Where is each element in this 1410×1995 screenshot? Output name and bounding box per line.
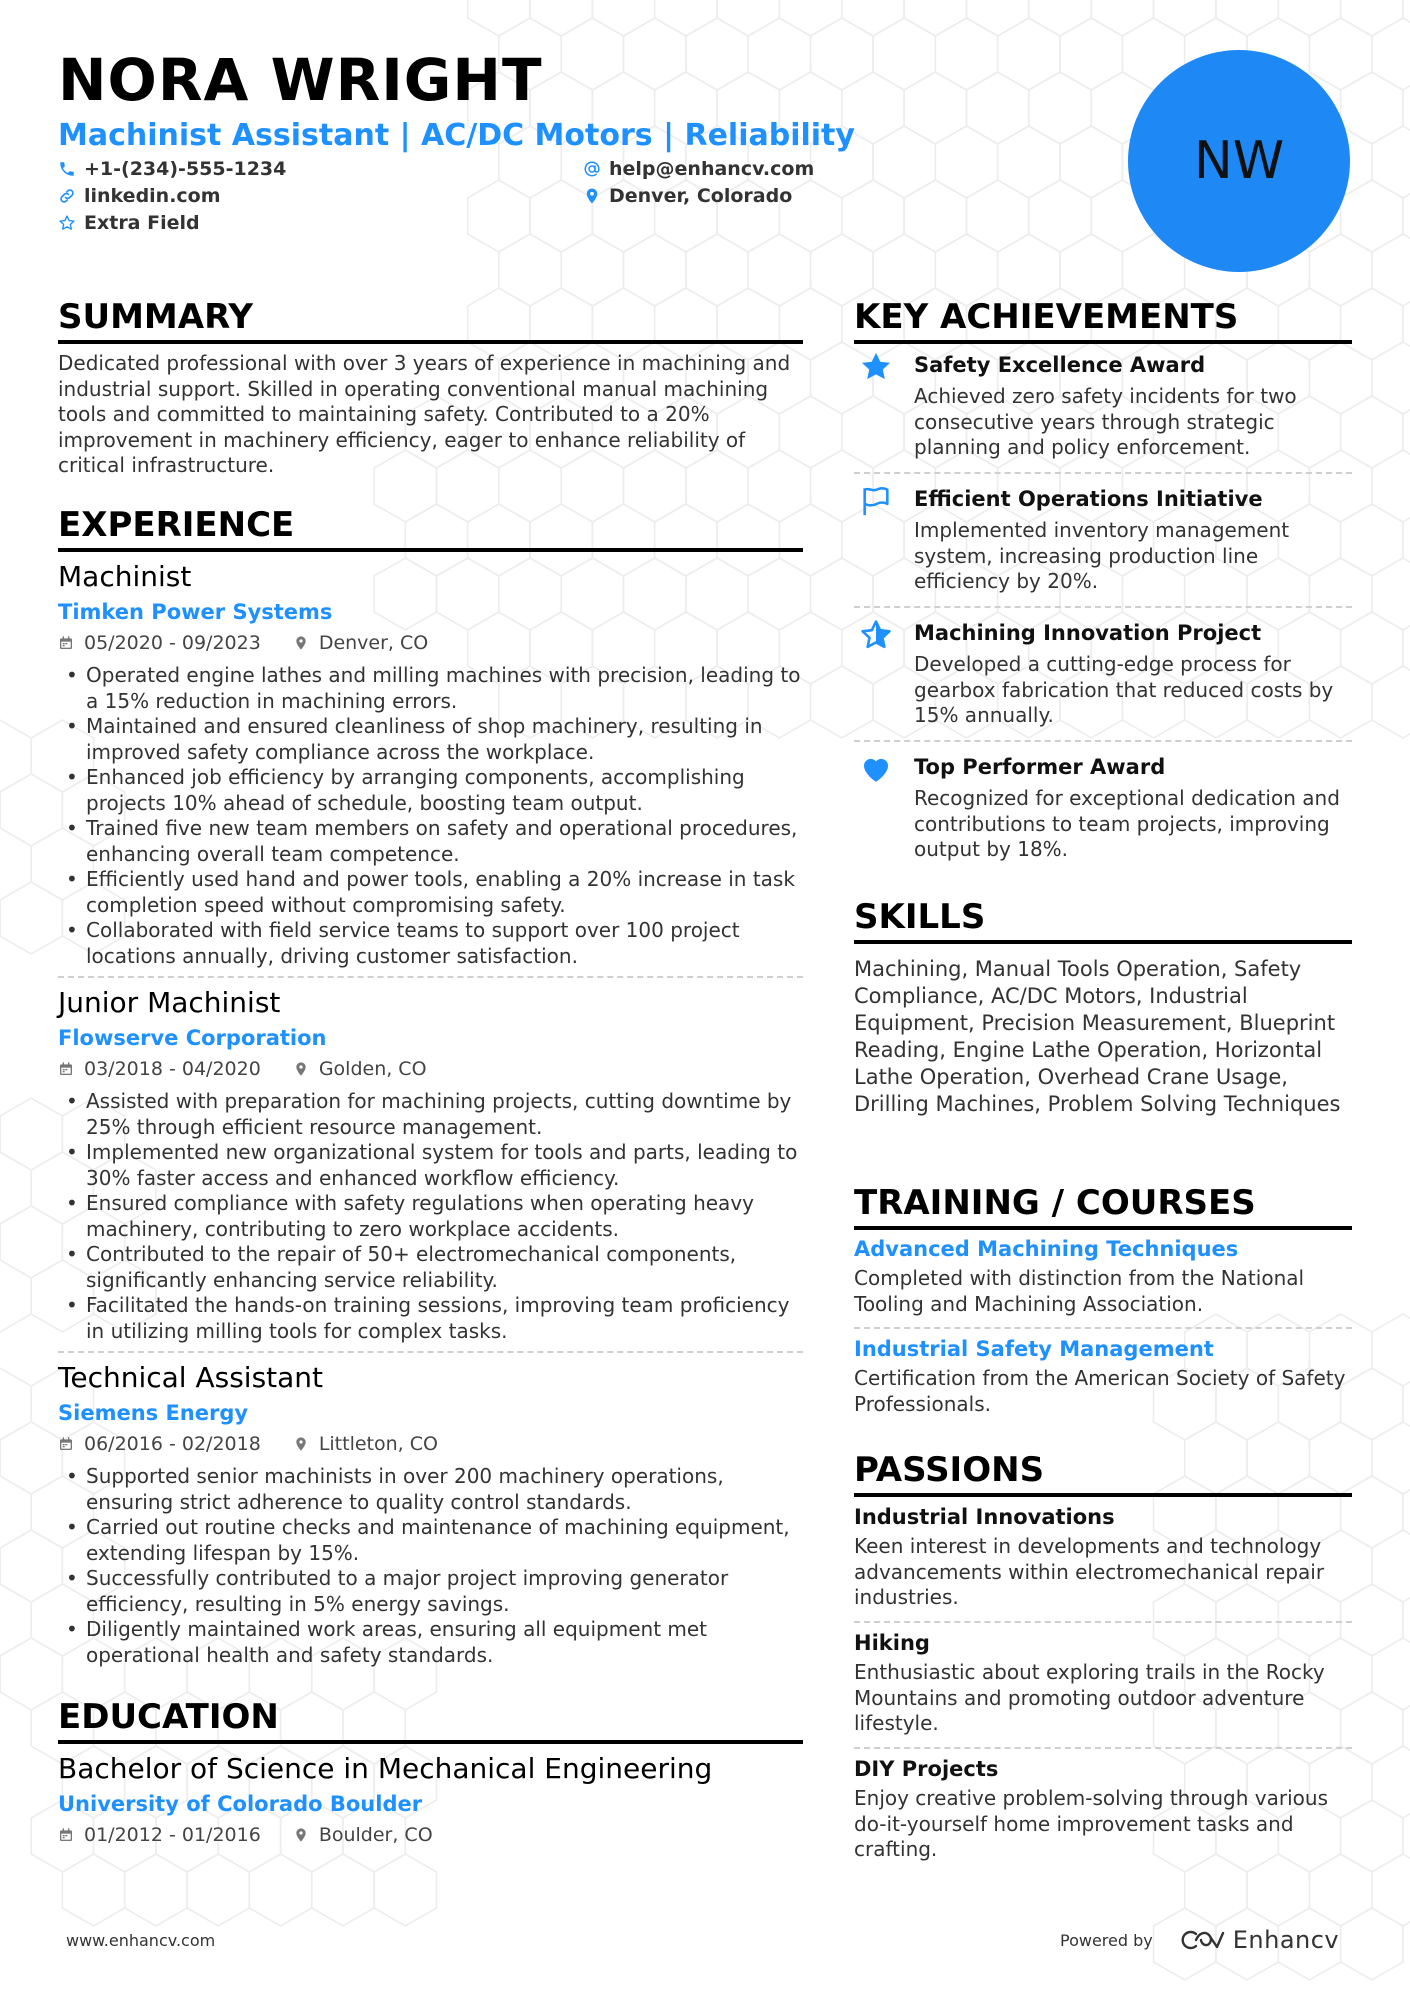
hexagon-decoration [0,1098,62,1170]
hexagon-decoration [935,126,997,198]
powered-by-text: Powered by [1060,1930,1153,1950]
hexagon-decoration [1060,18,1122,90]
education-heading: EDUCATION [58,1696,803,1744]
hexagon-decoration [935,18,997,90]
star-outline-icon [858,618,894,652]
divider [854,606,1352,608]
job-bullet: • Trained five new team members on safety and operational procedures, enhancing overall team competence. [58,816,803,867]
contact-location [583,183,792,209]
hexagon-decoration [686,18,748,90]
hexagon-decoration [904,0,966,36]
hexagon-decoration [468,180,530,252]
hexagon-decoration [592,0,654,36]
divider [854,1747,1352,1749]
at-icon [583,160,601,178]
hexagon-decoration [249,1854,311,1926]
divider [58,1351,803,1353]
company-name[interactable]: Flowserve Corporation [58,1026,327,1050]
job-meta [58,1055,803,1083]
footer-branding[interactable] [1060,1926,1339,1954]
passion-desc: Enjoy creative problem-solving through various do-it-yourself home improvement tasks and crafting. [854,1786,1328,1861]
hexagon-decoration [655,0,717,36]
hexagon-decoration [967,72,1029,144]
divider [854,1327,1352,1329]
hexagon-decoration [374,1854,436,1926]
divider [854,740,1352,742]
summary-heading: SUMMARY [58,296,803,344]
hexagon-decoration [717,0,779,36]
company-name[interactable]: Siemens Energy [58,1401,249,1425]
education-location: Boulder, CO [318,1824,433,1846]
hexagon-decoration [1372,1854,1410,1926]
hexagon-decoration [312,1854,374,1926]
job-dates: 06/2016 - 02/2018 [84,1433,261,1455]
achievement-desc: Developed a cutting-edge process for gearbox fabrication that reduced costs by 15% annually. [914,652,1334,727]
hexagon-decoration [1185,1854,1247,1926]
job-bullets [58,1089,803,1344]
job-bullet: • Assisted with preparation for machining projects, cutting downtime by 25% through efficient resource management. [58,1089,803,1140]
flag-icon [858,484,894,518]
experience-item [58,559,803,969]
training-item [854,1234,1352,1317]
contact-phone[interactable] [58,156,286,182]
summary-text: Dedicated professional with over 3 years of experience in machining and industrial support. Skilled in operating conventional manual machining tools and committed to maintaining safety. Contributed to a 20% improvement in machinery efficiency, eager to enhance reliability of critical infrastructure. [58,351,791,477]
hexagon-decoration [1372,342,1410,414]
hexagon-decoration [1372,558,1410,630]
hexagon-decoration [1029,0,1091,36]
hexagon-decoration [748,18,810,90]
hexagon-decoration [1247,1854,1309,1926]
hexagon-decoration [998,18,1060,90]
calendar-icon [58,1436,74,1452]
course-title[interactable]: Industrial Safety Management [854,1337,1214,1361]
hexagon-decoration [0,1260,31,1332]
avatar [1128,50,1350,272]
enhancv-logo-icon [1179,1927,1225,1953]
footer-website[interactable]: www.enhancv.com [66,1931,216,1950]
passion-item [854,1628,1352,1737]
divider [58,976,803,978]
hexagon-decoration [967,180,1029,252]
achievement-desc: Recognized for exceptional dedication and contributions to team projects, improving output by 18%. [914,786,1340,861]
candidate-headline: Machinist Assistant | AC/DC Motors | Reliability [58,118,855,153]
job-bullet: • Successfully contributed to a major project improving generator efficiency, resulting in 5% energy savings. [58,1566,803,1617]
hexagon-decoration [0,1638,62,1710]
job-dates: 05/2020 - 09/2023 [84,632,261,654]
hexagon-decoration [873,18,935,90]
job-bullet: • Supported senior machinists in over 200 machinery operations, ensuring strict adherence to quality control standards. [58,1464,803,1515]
achievement-desc: Achieved zero safety incidents for two consecutive years through strategic planning and policy enforcement. [914,384,1297,459]
school-name[interactable]: University of Colorado Boulder [58,1792,423,1816]
hexagon-decoration [904,72,966,144]
passion-title: Industrial Innovations [854,1505,1115,1529]
passion-desc: Enthusiastic about exploring trails in the Rocky Mountains and promoting outdoor adventure lifestyle. [854,1660,1325,1735]
job-bullet: • Contributed to the repair of 50+ electromechanical components, significantly enhancing service reliability. [58,1242,803,1293]
hexagon-decoration [873,126,935,198]
hexagon-decoration [561,18,623,90]
calendar-icon [58,1061,74,1077]
hexagon-decoration [1341,72,1403,144]
location-pin-icon [293,635,309,651]
hexagon-decoration [0,1152,31,1224]
extra-field-text: Extra Field [84,212,200,234]
job-bullet: • Maintained and ensured cleanliness of shop machinery, resulting in improved safety compliance across the workplace. [58,714,803,765]
hexagon-decoration [0,1476,31,1548]
avatar-initials: NW [1193,131,1285,191]
training-heading: TRAINING / COURSES [854,1182,1352,1230]
job-bullets [58,1464,803,1668]
hexagon-decoration [904,180,966,252]
achievement-title: Top Performer Award [914,755,1166,779]
hexagon-decoration [0,1530,62,1602]
job-meta [58,1430,803,1458]
hexagon-decoration [0,828,31,900]
hexagon-decoration [1154,0,1216,36]
experience-heading: EXPERIENCE [58,504,803,552]
hexagon-decoration [1372,126,1410,198]
star-icon [858,350,894,384]
experience-item [58,985,803,1344]
job-meta [58,629,803,657]
location-pin-icon [583,187,601,205]
star-outline-icon [58,214,76,232]
achievement-desc: Implemented inventory management system, increasing production line efficiency by 20%. [914,518,1290,593]
phone-icon [58,160,76,178]
email-text: help@enhancv.com [609,158,815,180]
hexagon-decoration [1372,450,1410,522]
degree-title: Bachelor of Science in Mechanical Engineering [58,1752,713,1785]
hexagon-decoration [1060,126,1122,198]
achievement-title: Safety Excellence Award [914,353,1206,377]
contact-email[interactable] [583,156,814,182]
job-dates: 03/2018 - 04/2020 [84,1058,261,1080]
passion-desc: Keen interest in developments and technology advancements within electromechanical repair industries. [854,1534,1325,1609]
hexagon-decoration [62,1854,124,1926]
hexagon-decoration [967,0,1029,36]
hexagon-decoration [0,1206,62,1278]
heart-icon [858,752,894,786]
hexagon-decoration [1372,1746,1410,1818]
job-bullet: • Carried out routine checks and maintenance of machining equipment, extending lifespan by 15%. [58,1515,803,1566]
job-location: Littleton, CO [318,1433,438,1455]
skills-heading: SKILLS [854,896,1352,944]
location-pin-icon [293,1436,309,1452]
hexagon-decoration [125,1854,187,1926]
passion-title: DIY Projects [854,1757,999,1781]
hexagon-decoration [0,1422,62,1494]
hexagon-decoration [1341,180,1403,252]
job-location: Golden, CO [318,1058,427,1080]
divider [854,1621,1352,1623]
hexagon-decoration [1309,18,1371,90]
hexagon-decoration [0,720,31,792]
hexagon-decoration [624,18,686,90]
passion-item [854,1754,1352,1863]
experience-item [58,1360,803,1668]
achievement-title: Machining Innovation Project [914,621,1262,645]
hexagon-decoration [1372,18,1410,90]
hexagon-decoration [998,126,1060,198]
divider [854,472,1352,474]
job-bullet: • Efficiently used hand and power tools, enabling a 20% increase in task completion speed without compromising safety. [58,867,803,918]
hexagon-decoration [468,0,530,36]
hexagon-decoration [187,1854,249,1926]
achievement-title: Efficient Operations Initiative [914,487,1263,511]
hexagon-decoration [779,0,841,36]
course-title[interactable]: Advanced Machining Techniques [854,1237,1239,1261]
hexagon-decoration [1341,1908,1403,1980]
hexagon-decoration [811,18,873,90]
hexagon-decoration [1091,0,1153,36]
job-title: Machinist [58,560,192,593]
hexagon-decoration [1372,1422,1410,1494]
training-item [854,1334,1352,1417]
job-title: Technical Assistant [58,1361,324,1394]
calendar-icon [58,1827,74,1843]
hexagon-decoration [1372,1638,1410,1710]
hexagon-decoration [0,882,62,954]
hexagon-decoration [1372,234,1410,306]
education-dates: 01/2012 - 01/2016 [84,1824,261,1846]
passion-title: Hiking [854,1631,930,1655]
passions-heading: PASSIONS [854,1449,1352,1497]
hexagon-decoration [1372,1530,1410,1602]
hexagon-decoration [1341,0,1403,36]
job-bullet: • Diligently maintained work areas, ensuring all equipment met operational health and safety standards. [58,1617,803,1668]
hexagon-decoration [530,0,592,36]
brand-name: Enhancv [1232,1926,1340,1954]
job-bullet: • Facilitated the hands-on training sessions, improving team proficiency in utilizing milling tools for complex tasks. [58,1293,803,1344]
location-text: Denver, Colorado [609,185,793,207]
location-pin-icon [293,1061,309,1077]
job-bullet: • Implemented new organizational system for tools and parts, leading to 30% faster access and enhanced workflow efficiency. [58,1140,803,1191]
company-name[interactable]: Timken Power Systems [58,600,333,624]
hexagon-decoration [0,774,62,846]
hexagon-decoration [0,1368,31,1440]
calendar-icon [58,635,74,651]
hexagon-decoration [1216,0,1278,36]
education-item [58,1751,803,1849]
hexagon-decoration [1029,72,1091,144]
hexagon-decoration [0,1584,31,1656]
linkedin-text: linkedin.com [84,185,221,207]
hexagon-decoration [842,180,904,252]
job-bullet: • Collaborated with field service teams to support over 100 project locations annually, driving customer satisfaction. [58,918,803,969]
hexagon-decoration [842,0,904,36]
hexagon-decoration [1372,1314,1410,1386]
achievements-list [854,350,1352,870]
job-bullet: • Ensured compliance with safety regulations when operating heavy machinery, contributing to zero workplace accidents. [58,1191,803,1242]
job-title: Junior Machinist [58,986,281,1019]
job-bullet: • Enhanced job efficiency by arranging components, accomplishing projects 10% ahead of schedule, boosting team output. [58,765,803,816]
contact-linkedin[interactable] [58,183,221,209]
job-bullets [58,663,803,969]
link-icon [58,187,76,205]
contact-extra-field [58,210,200,236]
location-pin-icon [293,1827,309,1843]
job-location: Denver, CO [318,632,429,654]
hexagon-decoration [1278,0,1340,36]
course-desc: Completed with distinction from the National Tooling and Machining Association. [854,1266,1305,1316]
course-desc: Certification from the American Society of Safety Professionals. [854,1366,1346,1416]
skills-text: Machining, Manual Tools Operation, Safety Compliance, AC/DC Motors, Industrial Equipment, Precision Measurement, Blueprint Reading, Engine Lathe Operation, Horizontal Lathe Operation, Overhead Crane Usage, Drilling Machines, Problem Solving Techniques [854,957,1341,1116]
passion-item [854,1502,1352,1611]
hexagon-decoration [1372,666,1410,738]
phone-text: +1-(234)-555-1234 [84,158,287,180]
job-bullet: • Operated engine lathes and milling machines with precision, leading to a 15% reduction in machining errors. [58,663,803,714]
hexagon-decoration [1029,180,1091,252]
candidate-name: NORA WRIGHT [58,46,543,114]
education-meta [58,1821,803,1849]
achievements-heading: KEY ACHIEVEMENTS [854,296,1352,344]
hexagon-decoration [1309,1854,1371,1926]
